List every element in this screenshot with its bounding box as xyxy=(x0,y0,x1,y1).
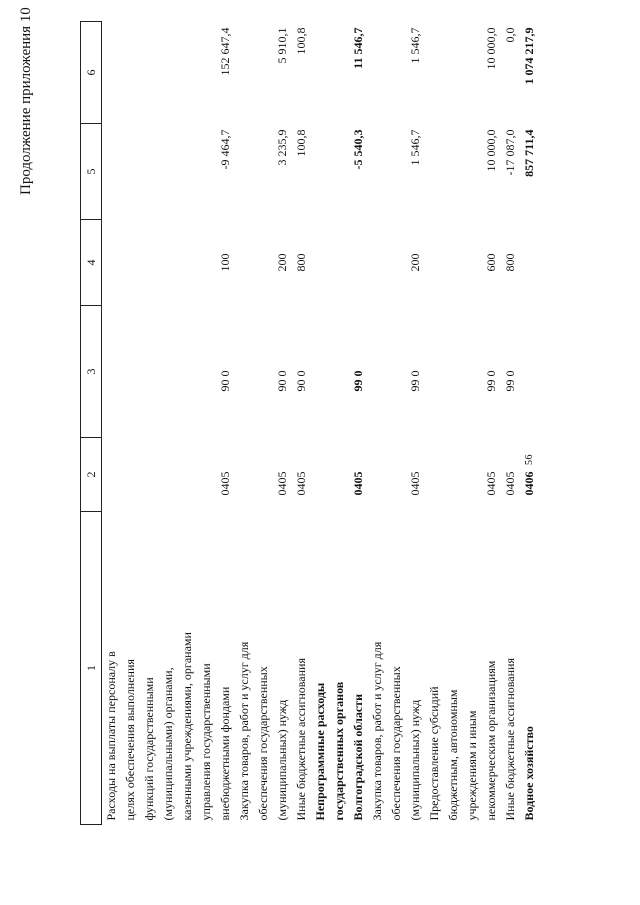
description-line: бюджетным, автономным xyxy=(446,689,460,821)
change-amount: -5 540,3 xyxy=(351,129,365,170)
table-row xyxy=(425,22,501,825)
description-line: (муниципальными) органами, xyxy=(161,667,175,821)
description-line: некоммерческим организациям xyxy=(484,660,498,821)
expense-type-code: 100 xyxy=(218,253,232,272)
appendix-continuation-title: Продолжение приложения 10 xyxy=(18,7,34,195)
table-row xyxy=(292,22,311,825)
description-line: учреждениям и иным xyxy=(465,710,479,821)
total-amount: 1 074 217,9 xyxy=(522,27,536,85)
budget-table xyxy=(80,21,539,825)
description-line: Предоставление субсидий xyxy=(427,686,441,821)
row-description xyxy=(501,512,520,825)
description-line: Расходы на выплаты персоналу в xyxy=(104,651,118,821)
section-code: 0406 xyxy=(522,471,536,496)
target-article-code: 99 0 xyxy=(503,370,517,392)
table-row xyxy=(520,22,539,825)
target-article-code: 99 0 xyxy=(408,370,422,392)
table-row xyxy=(102,22,236,825)
description-line: (муниципальных) нужд xyxy=(275,699,289,821)
page-number: 56 xyxy=(524,454,535,465)
row-description xyxy=(368,512,425,825)
change-amount: 857 711,4 xyxy=(522,129,536,177)
expense-type-code: 600 xyxy=(484,253,498,272)
row-description xyxy=(311,512,368,825)
section-code: 0405 xyxy=(218,471,232,496)
column-header-3: 3 xyxy=(81,306,102,438)
description-line: обеспечения государственных xyxy=(256,666,270,821)
column-header-5: 5 xyxy=(81,124,102,220)
change-amount: 3 235,9 xyxy=(275,129,289,166)
description-line: Волгоградской области xyxy=(351,694,365,821)
column-header-6: 6 xyxy=(81,22,102,124)
section-code: 0405 xyxy=(408,471,422,496)
row-description xyxy=(520,512,539,825)
description-line: государственных органов xyxy=(332,681,346,821)
row-description xyxy=(102,512,236,825)
description-line: внебюджетными фондами xyxy=(218,686,232,821)
change-amount: -9 464,7 xyxy=(218,129,232,170)
row-description xyxy=(425,512,501,825)
description-line: управления государственными xyxy=(199,663,213,821)
total-amount: 0,0 xyxy=(503,27,517,43)
description-line: (муниципальных) нужд xyxy=(408,699,422,821)
description-line: Иные бюджетные ассигнования xyxy=(294,658,308,821)
section-code: 0405 xyxy=(294,471,308,496)
target-article-code: 90 0 xyxy=(294,370,308,392)
total-amount: 11 546,7 xyxy=(351,27,365,69)
description-line: Непрограммные расходы xyxy=(313,682,327,821)
table-row xyxy=(311,22,368,825)
section-code: 0405 xyxy=(275,471,289,496)
expense-type-code: 800 xyxy=(503,253,517,272)
section-code: 0405 xyxy=(351,471,365,496)
description-line: казенными учреждениями, органами xyxy=(180,632,194,821)
description-line: Закупка товаров, работ и услуг для xyxy=(237,641,251,821)
target-article-code: 99 0 xyxy=(484,370,498,392)
row-description xyxy=(235,512,292,825)
description-line: функций государственными xyxy=(142,677,156,821)
change-amount: -17 087,0 xyxy=(503,129,517,176)
description-line: Закупка товаров, работ и услуг для xyxy=(370,641,384,821)
total-amount: 152 647,4 xyxy=(218,27,232,76)
target-article-code: 99 0 xyxy=(351,370,365,392)
change-amount: 10 000,0 xyxy=(484,129,498,172)
expense-type-code: 200 xyxy=(408,253,422,272)
table-body xyxy=(102,22,540,825)
section-code: 0405 xyxy=(503,471,517,496)
total-amount: 1 546,7 xyxy=(408,27,422,64)
total-amount: 10 000,0 xyxy=(484,27,498,70)
section-code: 0405 xyxy=(484,471,498,496)
target-article-code: 90 0 xyxy=(275,370,289,392)
expense-type-code: 200 xyxy=(275,253,289,272)
column-header-4: 4 xyxy=(81,220,102,306)
description-line: обеспечения государственных xyxy=(389,666,403,821)
target-article-code xyxy=(520,306,539,438)
column-header-1: 1 xyxy=(81,512,102,825)
description-line: Водное хозяйство xyxy=(522,726,536,821)
table-row xyxy=(368,22,425,825)
row-description xyxy=(292,512,311,825)
target-article-code: 90 0 xyxy=(218,370,232,392)
change-amount: 100,8 xyxy=(294,129,308,157)
total-amount: 100,8 xyxy=(294,27,308,55)
table-row xyxy=(501,22,520,825)
expense-type-code xyxy=(520,220,539,306)
description-line: Иные бюджетные ассигнования xyxy=(503,658,517,821)
expense-type-code xyxy=(311,220,368,306)
expense-type-code: 800 xyxy=(294,253,308,272)
description-line: целях обеспечения выполнения xyxy=(123,659,137,821)
table-row xyxy=(235,22,292,825)
change-amount: 1 546,7 xyxy=(408,129,422,166)
table-header-row xyxy=(81,22,102,825)
column-header-2: 2 xyxy=(81,438,102,512)
total-amount: 5 910,1 xyxy=(275,27,289,64)
